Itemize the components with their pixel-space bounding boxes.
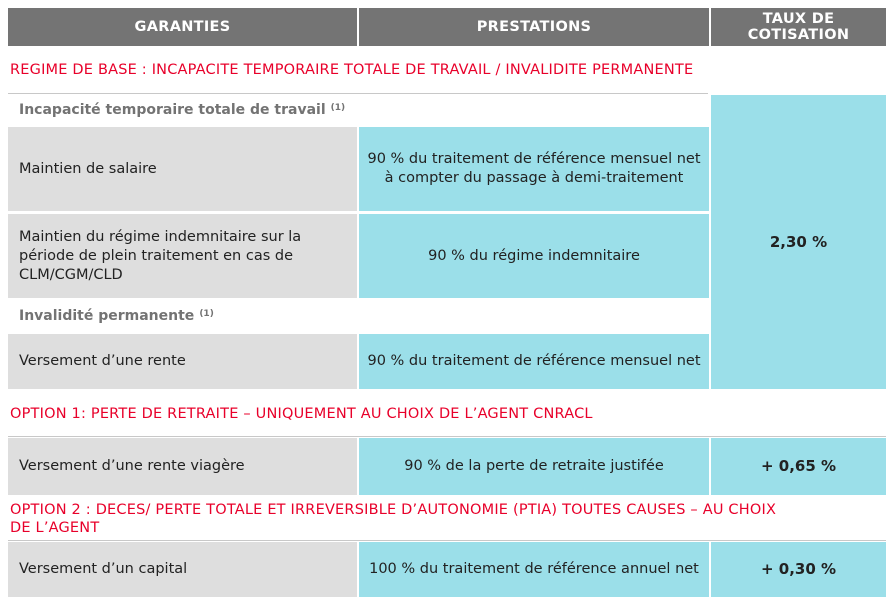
prestation-line1: 90 % du traitement de référence mensuel net <box>367 151 701 167</box>
section-title-option2 <box>10 501 886 537</box>
footnote-marker: (1) <box>199 309 214 319</box>
taux-option1-value: + 0,65 % <box>760 457 837 475</box>
subheading-itt <box>8 95 708 125</box>
header-prestations-label: PRESTATIONS <box>476 19 592 35</box>
prestation-versement-capital-label: 100 % du traitement de référence annuel net <box>369 561 699 577</box>
garantie-versement-capital <box>8 542 357 597</box>
taux-option2-value: + 0,30 % <box>760 560 837 578</box>
garantie-line2: période de plein traitement en cas de <box>19 247 293 264</box>
subheading-invalidite <box>8 300 708 332</box>
prestation-line2: à compter du passage à demi-traitement <box>384 170 684 186</box>
garantie-line1: Maintien du régime indemnitaire sur la <box>19 228 302 245</box>
prestation-regime-label: 90 % du régime indemnitaire <box>428 247 640 264</box>
prestation-versement-rente-label: 90 % du traitement de référence mensuel net <box>367 353 701 369</box>
garantie-versement-rente <box>8 334 357 389</box>
garantie-versement-capital-label: Versement d’un capital <box>19 561 188 577</box>
garantie-maintien-salaire-label: Maintien de salaire <box>19 160 157 177</box>
garantie-rente-viagere <box>8 438 357 495</box>
header-prestations <box>359 8 709 46</box>
garantie-versement-rente-label: Versement d’une rente <box>19 353 186 369</box>
taux-option2 <box>711 542 886 597</box>
prestation-rente-viagere-label: 90 % de la perte de retraite justifée <box>404 458 664 474</box>
taux-option1 <box>711 438 886 495</box>
prestation-versement-rente <box>359 334 709 389</box>
garantie-line3: CLM/CGM/CLD <box>19 266 123 283</box>
header-taux-line2: COTISATION <box>747 27 850 43</box>
taux-base <box>711 95 886 389</box>
prestation-rente-viagere <box>359 438 709 495</box>
header-taux-line1: TAUX DE <box>762 11 835 27</box>
header-garanties-label: GARANTIES <box>134 19 231 35</box>
section-title-option1: OPTION 1: PERTE DE RETRAITE – UNIQUEMENT AU CHOIX DE L’AGENT CNRACL <box>10 406 593 422</box>
section-title-base: REGIME DE BASE : INCAPACITE TEMPORAIRE TOTALE DE TRAVAIL / INVALIDITE PERMANENTE <box>10 62 694 78</box>
divider <box>8 436 886 437</box>
garantie-rente-viagere-label: Versement d’une rente viagère <box>19 458 245 474</box>
header-garanties <box>8 8 357 46</box>
section-title-option2-line1: OPTION 2 : DECES/ PERTE TOTALE ET IRREVERSIBLE D’AUTONOMIE (PTIA) TOUTES CAUSES – AU CHOIX <box>10 502 777 518</box>
prestation-regime-indemnitaire <box>359 214 709 298</box>
garantie-regime-indemnitaire <box>8 214 357 298</box>
prestation-maintien-salaire <box>359 127 709 211</box>
header-taux <box>711 8 886 46</box>
prestation-versement-capital <box>359 542 709 597</box>
subheading-invalidite-label: Invalidité permanente <box>19 308 195 324</box>
divider <box>8 93 708 94</box>
subheading-itt-label: Incapacité temporaire totale de travail <box>19 102 326 118</box>
section-title-option2-line2: DE L’AGENT <box>10 520 100 536</box>
taux-base-value: 2,30 % <box>769 232 828 251</box>
garantie-maintien-salaire <box>8 127 357 211</box>
divider <box>8 540 886 541</box>
footnote-marker: (1) <box>330 103 346 113</box>
